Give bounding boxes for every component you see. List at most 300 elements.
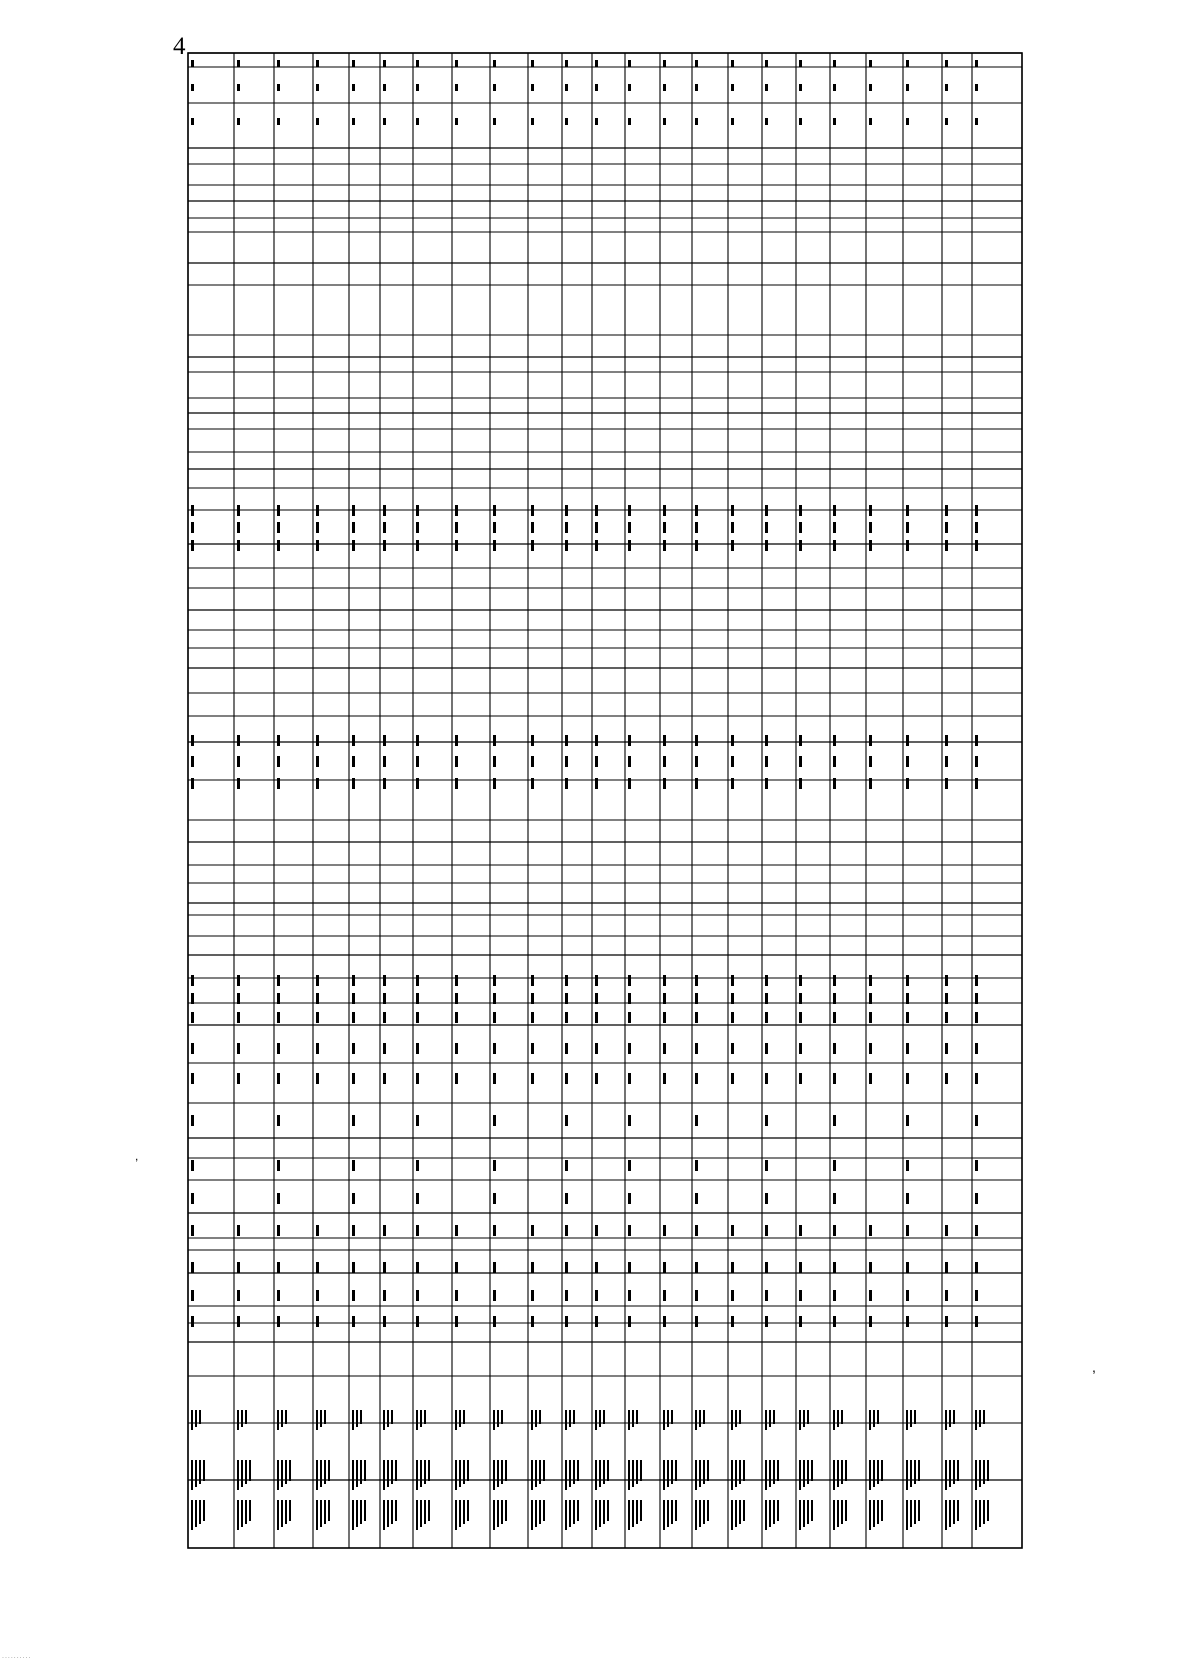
rotated-text-mark <box>237 1500 239 1530</box>
rotated-text-mark <box>833 1225 836 1236</box>
rotated-text-mark <box>237 1460 239 1490</box>
rotated-text-mark <box>391 1460 393 1484</box>
rotated-text-mark <box>531 975 534 986</box>
rotated-text-mark <box>455 993 458 1004</box>
rotated-text-mark <box>628 778 631 789</box>
rotated-text-mark <box>667 1460 669 1487</box>
rotated-text-mark <box>493 1073 496 1084</box>
footer-scan-mark: .......... <box>2 1653 32 1660</box>
rotated-text-mark <box>237 1262 240 1273</box>
rotated-text-mark <box>671 1500 673 1524</box>
rotated-text-mark <box>663 1225 666 1236</box>
rotated-text-mark <box>565 522 568 533</box>
rotated-text-mark <box>833 1316 836 1327</box>
rotated-text-mark <box>191 505 194 516</box>
rotated-text-mark <box>277 735 280 746</box>
rotated-text-mark <box>360 1460 362 1484</box>
rotated-text-mark <box>957 1500 959 1521</box>
rotated-text-mark <box>773 1410 775 1424</box>
rotated-text-mark <box>416 1193 419 1204</box>
rotated-text-mark <box>316 522 319 533</box>
rotated-text-mark <box>493 1043 496 1054</box>
rotated-text-mark <box>463 1410 465 1424</box>
rotated-text-mark <box>316 778 319 789</box>
rotated-text-mark <box>979 1500 981 1527</box>
rotated-text-mark <box>237 60 240 67</box>
rotated-text-mark <box>833 1500 835 1530</box>
rotated-text-mark <box>277 993 280 1004</box>
stray-mark: , <box>135 1149 139 1163</box>
rotated-text-mark <box>191 735 194 746</box>
rotated-text-mark <box>493 778 496 789</box>
rotated-text-mark <box>364 1500 366 1521</box>
rotated-text-mark <box>383 1316 386 1327</box>
rotated-text-mark <box>799 993 802 1004</box>
rotated-text-mark <box>277 756 280 767</box>
rotated-text-mark <box>707 1500 709 1521</box>
rotated-text-mark <box>595 1012 598 1023</box>
rotated-text-mark <box>455 84 458 91</box>
rotated-text-mark <box>906 1262 909 1273</box>
rotated-text-mark <box>191 1410 193 1430</box>
rotated-text-mark <box>833 1043 836 1054</box>
rotated-text-mark <box>869 118 872 125</box>
rotated-text-mark <box>241 1410 243 1427</box>
rotated-text-mark <box>975 1500 977 1530</box>
rotated-text-mark <box>383 1043 386 1054</box>
rotated-text-mark <box>979 1410 981 1427</box>
rotated-text-mark <box>424 1410 426 1424</box>
rotated-text-mark <box>628 1160 631 1171</box>
rotated-text-mark <box>833 778 836 789</box>
rotated-text-mark <box>703 1460 705 1484</box>
rotated-text-mark <box>455 1410 457 1430</box>
rotated-text-mark <box>352 60 355 67</box>
rotated-text-mark <box>383 118 386 125</box>
rotated-text-mark <box>595 540 598 551</box>
rotated-text-mark <box>459 1500 461 1527</box>
rotated-text-mark <box>695 993 698 1004</box>
rotated-text-mark <box>799 1012 802 1023</box>
rotated-text-mark <box>607 1460 609 1481</box>
rotated-text-mark <box>416 1160 419 1171</box>
rotated-text-mark <box>695 1460 697 1490</box>
rotated-text-mark <box>505 1500 507 1521</box>
rotated-text-mark <box>493 540 496 551</box>
rotated-text-mark <box>320 1410 322 1427</box>
rotated-text-mark <box>945 1073 948 1084</box>
rotated-text-mark <box>416 60 419 67</box>
rotated-text-mark <box>493 756 496 767</box>
rotated-text-mark <box>459 1410 461 1427</box>
rotated-text-mark <box>565 1193 568 1204</box>
rotated-text-mark <box>316 1500 318 1530</box>
rotated-text-mark <box>987 1460 989 1481</box>
rotated-text-mark <box>195 1410 197 1427</box>
rotated-text-mark <box>531 1500 533 1530</box>
rotated-text-mark <box>799 1290 802 1301</box>
rotated-text-mark <box>241 1460 243 1487</box>
rotated-text-mark <box>975 60 978 67</box>
rotated-text-mark <box>577 1500 579 1521</box>
rotated-text-mark <box>833 60 836 67</box>
rotated-text-mark <box>945 1460 947 1490</box>
rotated-text-mark <box>565 118 568 125</box>
rotated-text-mark <box>531 1262 534 1273</box>
rotated-text-mark <box>983 1410 985 1424</box>
rotated-text-mark <box>918 1460 920 1481</box>
rotated-text-mark <box>628 540 631 551</box>
rotated-text-mark <box>237 1073 240 1084</box>
rotated-text-mark <box>841 1410 843 1424</box>
rotated-text-mark <box>731 1460 733 1490</box>
rotated-text-mark <box>595 505 598 516</box>
rotated-text-mark <box>765 84 768 91</box>
rotated-text-mark <box>352 522 355 533</box>
rotated-text-mark <box>277 1500 279 1530</box>
rotated-text-mark <box>459 1460 461 1487</box>
rotated-text-mark <box>799 778 802 789</box>
rotated-text-mark <box>277 1290 280 1301</box>
rotated-text-mark <box>945 84 948 91</box>
rotated-text-mark <box>695 1262 698 1273</box>
rotated-text-mark <box>906 1290 909 1301</box>
rotated-text-mark <box>833 522 836 533</box>
rotated-text-mark <box>324 1460 326 1484</box>
rotated-text-mark <box>416 1225 419 1236</box>
rotated-text-mark <box>833 756 836 767</box>
rotated-text-mark <box>237 1316 240 1327</box>
rotated-text-mark <box>906 118 909 125</box>
rotated-text-mark <box>352 1460 354 1490</box>
rotated-text-mark <box>799 505 802 516</box>
rotated-text-mark <box>869 1225 872 1236</box>
rotated-text-mark <box>975 505 978 516</box>
rotated-text-mark <box>191 540 194 551</box>
rotated-text-mark <box>869 735 872 746</box>
rotated-text-mark <box>352 1073 355 1084</box>
rotated-text-mark <box>975 1225 978 1236</box>
rotated-text-mark <box>501 1410 503 1424</box>
rotated-text-mark <box>628 1460 630 1490</box>
rotated-text-mark <box>191 756 194 767</box>
rotated-text-mark <box>628 1262 631 1273</box>
rotated-text-mark <box>237 735 240 746</box>
rotated-text-mark <box>328 1500 330 1521</box>
rotated-text-mark <box>531 505 534 516</box>
rotated-text-mark <box>531 1410 533 1430</box>
rotated-text-mark <box>699 1410 701 1427</box>
rotated-text-mark <box>573 1410 575 1424</box>
rotated-text-mark <box>695 1290 698 1301</box>
rotated-text-mark <box>833 1290 836 1301</box>
rotated-text-mark <box>455 1290 458 1301</box>
rotated-text-mark <box>731 505 734 516</box>
rotated-text-mark <box>869 84 872 91</box>
rotated-text-mark <box>573 1500 575 1524</box>
rotated-text-mark <box>869 505 872 516</box>
rotated-text-mark <box>191 118 194 125</box>
rotated-text-mark <box>237 522 240 533</box>
rotated-text-mark <box>695 1225 698 1236</box>
rotated-text-mark <box>945 975 948 986</box>
rotated-text-mark <box>869 1316 872 1327</box>
rotated-text-mark <box>906 505 909 516</box>
rotated-text-mark <box>467 1500 469 1521</box>
rotated-text-mark <box>628 1225 631 1236</box>
rotated-text-mark <box>277 60 280 67</box>
rotated-text-mark <box>695 1316 698 1327</box>
rotated-text-mark <box>493 118 496 125</box>
rotated-text-mark <box>237 756 240 767</box>
rotated-text-mark <box>731 1225 734 1236</box>
rotated-text-mark <box>595 778 598 789</box>
rotated-text-mark <box>695 1160 698 1171</box>
rotated-text-mark <box>807 1460 809 1484</box>
rotated-text-mark <box>983 1500 985 1524</box>
rotated-text-mark <box>910 1460 912 1487</box>
rotated-text-mark <box>731 756 734 767</box>
rotated-text-mark <box>769 1500 771 1527</box>
rotated-text-mark <box>695 735 698 746</box>
rotated-text-mark <box>455 1012 458 1023</box>
rotated-text-mark <box>531 1290 534 1301</box>
rotated-text-mark <box>765 60 768 67</box>
rotated-text-mark <box>531 993 534 1004</box>
rotated-text-mark <box>277 1115 280 1126</box>
rotated-text-mark <box>416 505 419 516</box>
rotated-text-mark <box>777 1500 779 1521</box>
rotated-text-mark <box>277 1193 280 1204</box>
rotated-text-mark <box>975 522 978 533</box>
rotated-text-mark <box>731 540 734 551</box>
rotated-text-mark <box>731 84 734 91</box>
rotated-text-mark <box>833 735 836 746</box>
rotated-text-mark <box>628 1290 631 1301</box>
rotated-text-mark <box>906 975 909 986</box>
rotated-text-mark <box>603 1460 605 1484</box>
rotated-text-mark <box>703 1410 705 1424</box>
rotated-text-mark <box>277 1160 280 1171</box>
rotated-text-mark <box>463 1460 465 1484</box>
rotated-text-mark <box>277 1316 280 1327</box>
rotated-text-mark <box>695 1012 698 1023</box>
rotated-text-mark <box>945 540 948 551</box>
rotated-text-mark <box>945 118 948 125</box>
rotated-text-mark <box>316 118 319 125</box>
rotated-text-mark <box>975 756 978 767</box>
rotated-text-mark <box>455 1043 458 1054</box>
rotated-text-mark <box>841 1500 843 1524</box>
rotated-text-mark <box>869 1460 871 1490</box>
rotated-text-mark <box>837 1500 839 1527</box>
rotated-text-mark <box>595 1225 598 1236</box>
rotated-text-mark <box>765 1073 768 1084</box>
rotated-text-mark <box>845 1460 847 1481</box>
rotated-text-mark <box>316 1073 319 1084</box>
rotated-text-mark <box>277 1410 279 1430</box>
rotated-text-mark <box>493 1316 496 1327</box>
rotated-text-mark <box>595 1262 598 1273</box>
rotated-text-mark <box>869 1500 871 1530</box>
rotated-text-mark <box>191 778 194 789</box>
rotated-text-mark <box>663 1460 665 1490</box>
rotated-text-mark <box>424 1500 426 1524</box>
rotated-text-mark <box>285 1460 287 1484</box>
rotated-text-mark <box>906 1043 909 1054</box>
rotated-text-mark <box>949 1460 951 1487</box>
rotated-text-mark <box>671 1410 673 1424</box>
rotated-text-mark <box>316 1460 318 1490</box>
rotated-text-mark <box>191 1012 194 1023</box>
rotated-text-mark <box>869 756 872 767</box>
rotated-text-mark <box>975 1316 978 1327</box>
rotated-text-mark <box>352 756 355 767</box>
rotated-text-mark <box>731 735 734 746</box>
rotated-text-mark <box>636 1500 638 1524</box>
rotated-text-mark <box>945 505 948 516</box>
rotated-text-mark <box>191 1316 194 1327</box>
rotated-text-mark <box>316 1225 319 1236</box>
rotated-text-mark <box>695 1115 698 1126</box>
rotated-text-mark <box>316 60 319 67</box>
rotated-text-mark <box>316 1410 318 1430</box>
rotated-text-mark <box>906 1225 909 1236</box>
rotated-text-mark <box>237 1012 240 1023</box>
rotated-text-mark <box>799 1460 801 1490</box>
rotated-text-mark <box>667 1410 669 1427</box>
rotated-text-mark <box>595 1073 598 1084</box>
rotated-text-mark <box>869 540 872 551</box>
rotated-text-mark <box>695 1073 698 1084</box>
rotated-text-mark <box>731 778 734 789</box>
rotated-text-mark <box>237 778 240 789</box>
rotated-text-mark <box>316 993 319 1004</box>
rotated-text-mark <box>695 1043 698 1054</box>
rotated-text-mark <box>455 522 458 533</box>
rotated-text-mark <box>663 60 666 67</box>
rotated-text-mark <box>277 1460 279 1490</box>
rotated-text-mark <box>731 1073 734 1084</box>
rotated-text-mark <box>595 1316 598 1327</box>
rotated-text-mark <box>906 735 909 746</box>
rotated-text-mark <box>975 1073 978 1084</box>
rotated-text-mark <box>765 118 768 125</box>
rotated-text-mark <box>833 505 836 516</box>
rotated-text-mark <box>360 1410 362 1424</box>
rotated-text-mark <box>640 1500 642 1521</box>
rotated-text-mark <box>493 522 496 533</box>
rotated-text-mark <box>663 778 666 789</box>
rotated-text-mark <box>599 1500 601 1527</box>
rotated-text-mark <box>383 505 386 516</box>
rotated-text-mark <box>285 1410 287 1424</box>
rotated-text-mark <box>383 975 386 986</box>
rotated-text-mark <box>360 1500 362 1524</box>
rotated-text-mark <box>663 993 666 1004</box>
rotated-text-mark <box>531 1012 534 1023</box>
rotated-text-mark <box>356 1500 358 1527</box>
rotated-text-mark <box>663 522 666 533</box>
rotated-text-mark <box>565 505 568 516</box>
rotated-text-mark <box>663 1073 666 1084</box>
rotated-text-mark <box>241 1500 243 1527</box>
rotated-text-mark <box>945 1043 948 1054</box>
rotated-text-mark <box>493 993 496 1004</box>
rotated-text-mark <box>493 1460 495 1490</box>
rotated-text-mark <box>695 540 698 551</box>
rotated-text-mark <box>731 522 734 533</box>
rotated-text-mark <box>628 975 631 986</box>
rotated-text-mark <box>463 1500 465 1524</box>
rotated-text-mark <box>869 993 872 1004</box>
rotated-text-mark <box>628 993 631 1004</box>
rotated-text-mark <box>877 1500 879 1524</box>
rotated-text-mark <box>195 1460 197 1487</box>
rotated-text-mark <box>807 1500 809 1524</box>
rotated-text-mark <box>245 1460 247 1484</box>
rotated-text-mark <box>910 1500 912 1527</box>
rotated-text-mark <box>352 1193 355 1204</box>
rotated-text-mark <box>975 1012 978 1023</box>
rotated-text-mark <box>773 1460 775 1484</box>
rotated-text-mark <box>455 118 458 125</box>
rotated-text-mark <box>945 1262 948 1273</box>
rotated-text-mark <box>191 1193 194 1204</box>
rotated-text-mark <box>565 1160 568 1171</box>
rotated-text-mark <box>493 1410 495 1430</box>
rotated-text-mark <box>957 1460 959 1481</box>
rotated-text-mark <box>395 1460 397 1481</box>
rotated-text-mark <box>906 540 909 551</box>
rotated-text-mark <box>731 1316 734 1327</box>
rotated-text-mark <box>765 540 768 551</box>
rotated-text-mark <box>493 1262 496 1273</box>
rotated-text-mark <box>595 84 598 91</box>
rotated-text-mark <box>352 1043 355 1054</box>
rotated-text-mark <box>739 1410 741 1424</box>
stray-mark: , <box>1092 1359 1096 1375</box>
rotated-text-mark <box>191 1262 194 1273</box>
rotated-text-mark <box>565 1316 568 1327</box>
rotated-text-mark <box>628 1193 631 1204</box>
rotated-text-mark <box>455 778 458 789</box>
rotated-text-mark <box>281 1460 283 1487</box>
rotated-text-mark <box>906 1115 909 1126</box>
rotated-text-mark <box>595 1290 598 1301</box>
rotated-text-mark <box>493 84 496 91</box>
rotated-text-mark <box>765 1012 768 1023</box>
rotated-text-mark <box>735 1500 737 1527</box>
rotated-text-mark <box>277 522 280 533</box>
rotated-text-mark <box>455 1316 458 1327</box>
rotated-text-mark <box>632 1500 634 1527</box>
rotated-text-mark <box>918 1500 920 1521</box>
rotated-text-mark <box>833 540 836 551</box>
rotated-text-mark <box>975 1290 978 1301</box>
rotated-text-mark <box>249 1460 251 1481</box>
rotated-text-mark <box>765 1316 768 1327</box>
rotated-text-mark <box>731 60 734 67</box>
rotated-text-mark <box>735 1410 737 1427</box>
rotated-text-mark <box>945 1290 948 1301</box>
rotated-text-mark <box>975 84 978 91</box>
rotated-text-mark <box>543 1500 545 1521</box>
rotated-text-mark <box>352 1262 355 1273</box>
rotated-text-mark <box>316 756 319 767</box>
page-number: 4 <box>173 33 186 60</box>
rotated-text-mark <box>539 1500 541 1524</box>
